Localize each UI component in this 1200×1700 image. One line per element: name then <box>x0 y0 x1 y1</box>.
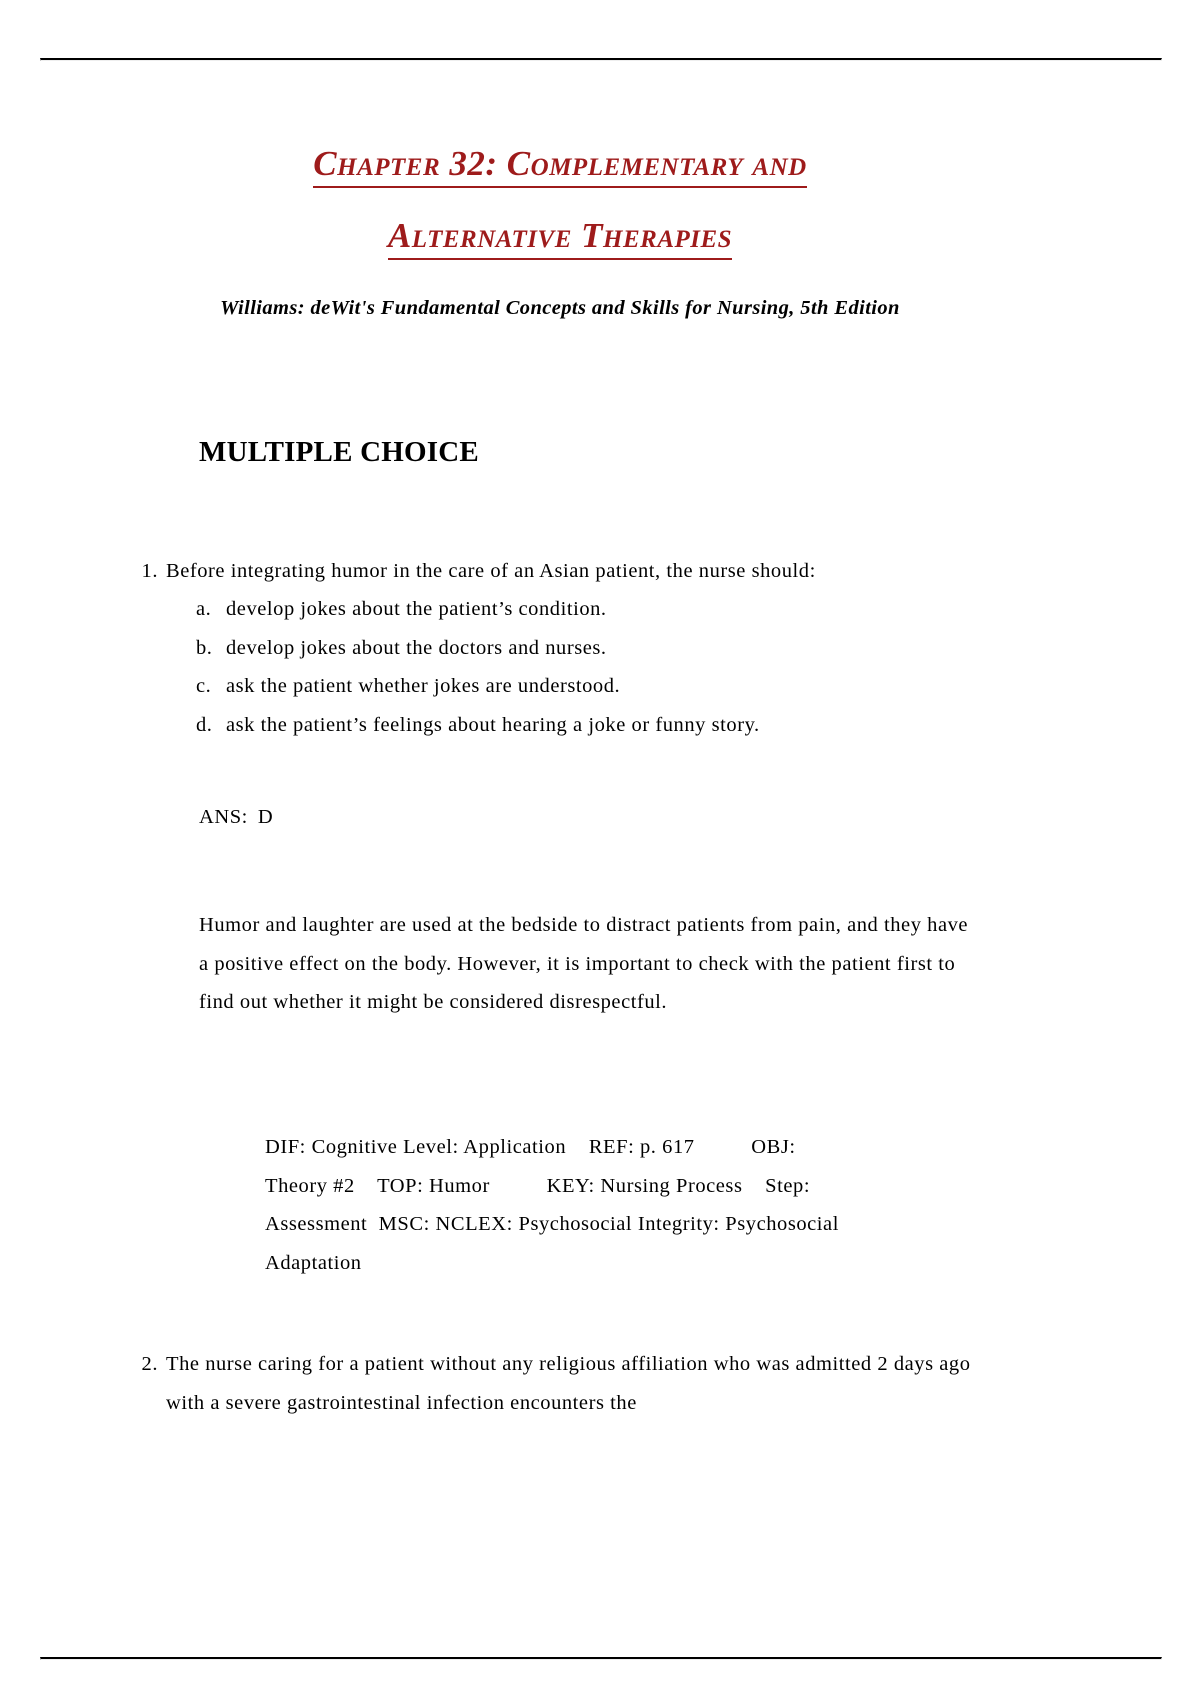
document-title-line-2: Alternative Therapies <box>150 200 970 272</box>
metadata-line-3: Assessment MSC: NCLEX: Psychosocial Integrity: Psychosocial <box>265 1213 839 1235</box>
question-2 <box>132 1345 982 1422</box>
question-1 <box>132 552 977 591</box>
question-1-metadata <box>265 1128 970 1282</box>
document-title <box>150 128 970 272</box>
option-a[interactable] <box>196 590 986 629</box>
option-b-letter: b. <box>196 636 213 659</box>
question-1-options <box>196 590 986 744</box>
question-1-answer <box>199 798 273 837</box>
document-subtitle: Williams: deWit's Fundamental Concepts and Skills for Nursing, 5th Edition <box>220 297 900 319</box>
metadata-line-4: Adaptation <box>265 1251 362 1274</box>
option-b[interactable] <box>196 629 986 668</box>
option-a-letter: a. <box>196 598 212 620</box>
answer-value: D <box>257 806 274 828</box>
question-2-stem: The nurse caring for a patient without any religious affiliation who was admitted 2 days ago with a severe gastrointestinal infection encounters the <box>166 1353 971 1414</box>
answer-label: ANS: <box>199 806 248 828</box>
page-top-rule <box>40 58 1162 61</box>
section-heading-multiple-choice: MULTIPLE CHOICE <box>199 436 479 468</box>
question-1-stem: Before integrating humor in the care of an Asian patient, the nurse should: <box>166 560 816 582</box>
option-b-text: develop jokes about the doctors and nurses. <box>226 636 607 659</box>
metadata-line-1: DIF: Cognitive Level: Application REF: p. 617 OBJ: <box>265 1136 796 1158</box>
option-c-text: ask the patient whether jokes are understood. <box>226 675 621 697</box>
option-d[interactable] <box>196 706 986 745</box>
question-1-number: 1. <box>141 560 158 582</box>
option-c[interactable] <box>196 667 986 706</box>
option-d-letter: d. <box>196 713 213 736</box>
page-bottom-rule <box>40 1657 1162 1660</box>
option-c-letter: c. <box>196 675 212 697</box>
question-1-rationale: Humor and laughter are used at the bedside to distract patients from pain, and they have a positive effect on the body. However, it is important to check with the patient first to find out whether it might be considered disrespectful. <box>199 914 969 1013</box>
option-d-text: ask the patient’s feelings about hearing a joke or funny story. <box>226 713 760 736</box>
option-a-text: develop jokes about the patient’s condition. <box>226 598 607 620</box>
document-title-line-1: Chapter 32: Complementary and <box>150 128 970 200</box>
question-2-number: 2. <box>141 1353 158 1375</box>
metadata-line-2: Theory #2 TOP: Humor KEY: Nursing Process Step: <box>265 1174 811 1197</box>
